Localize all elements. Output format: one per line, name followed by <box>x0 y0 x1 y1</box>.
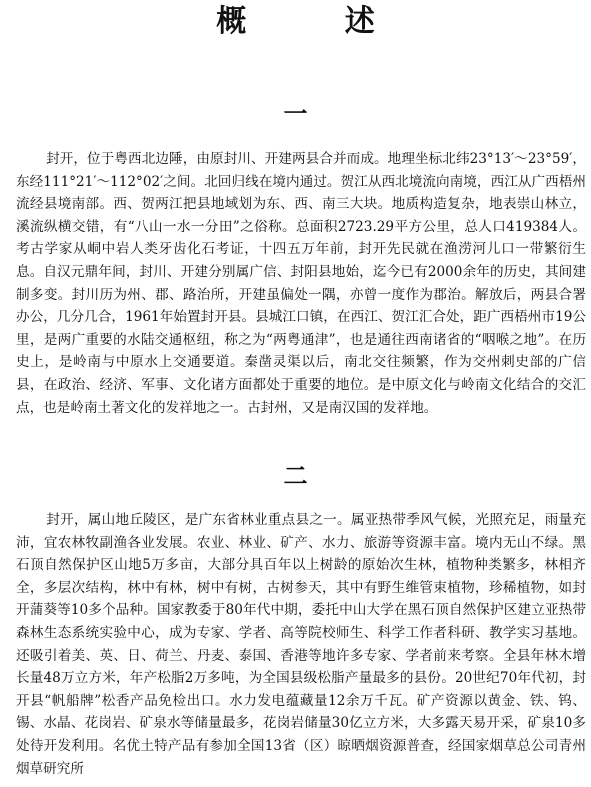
section-number-two: 二 <box>283 461 308 490</box>
paragraph-body: 封开，位于粤西北边陲，由原封川、开建两县合并而成。地理坐标北纬23°13′～23°59′，东经111°21′～112°02′之间。北回归线在境内通过。贺江从西北境流向南境，西江从广西梧州流经县境南部。西、贺两江把县地域划为东、西、南三大块。地质构造复杂，地表崇山林立，溪流纵横交错，有“八山一水一分田”之俗称。总面积2723.29平方公里，总人口419384人。考古学家从峒中岩人类牙齿化石考证，十四五万年前，封开先民就在渔涝河儿口一带繁衍生息。自汉元鼎年间，封川、开建分别属广信、封阳县地始，迄今已有2000余年的历史，其间建制多变。封川历为州、郡、路治所，开建虽偏处一隅，亦曾一度作为郡治。解放后，两县合署办公，几分几合，1961年始置封开县。县城江口镇，在西江、贺江汇合处，距广西梧州市19公里，是两广重要的水陆交通枢纽，称之为“两粤通津”，也是通往西南诸省的“咽喉之地”。在历史上，是岭南与中原水上交通要道。秦凿灵渠以后，南北交往频繁，作为交州刺史部的广信县，在政治、经济、军事、文化诸方面都处于重要的地位。是中原文化与岭南文化结合的交汇点，也是岭南土著文化的发祥地之一。古封州，又是南汉国的发祥地。 <box>16 151 586 416</box>
paragraph-text <box>16 148 586 419</box>
page-title: 概 述 <box>216 4 419 39</box>
paragraph-text <box>16 509 586 780</box>
section-number-one: 一 <box>283 99 308 128</box>
paragraph-body: 封开，属山地丘陵区，是广东省林业重点县之一。属亚热带季风气候，光照充足，雨量充沛，宜农林牧副渔各业发展。农业、林业、矿产、水力、旅游等资源丰富。境内无山不绿。黑石顶自然保护区山地5万多亩，大部分具百年以上树龄的原始次生林，植物种类繁多，林相齐全，多层次结构，林中有林，树中有树，古树参天，其中有野生维管束植物，珍稀植物，如封开蒲葵等10多个品种。国家教委于80年代中期，委托中山大学在黑石顶自然保护区建立亚热带森林生态系统实验中心，成为专家、学者、高等院校师生、科学工作者科研、教学实习基地。还吸引着美、英、日、荷兰、丹麦、泰国、香港等地许多专家、学者前来考察。全县年林木增长量48万立方米，年产松脂2万多吨，为全国县级松脂产量最多的县份。20世纪70年代初，封开县“帆船牌”松香产品免检出口。水力发电蕴藏量12余万千瓦。矿产资源以黄金、铁、钨、锡、水晶、花岗岩、矿泉水等储量最多，花岗岩储量30亿立方米，大多露天易开采，矿泉10多处待开发利用。名优土特产品有参加全国13省（区）晾晒烟资源普查，经国家烟草总公司青州烟草研究所 <box>16 512 586 777</box>
section-two-paragraph <box>16 509 586 780</box>
section-one-paragraph <box>16 148 586 419</box>
